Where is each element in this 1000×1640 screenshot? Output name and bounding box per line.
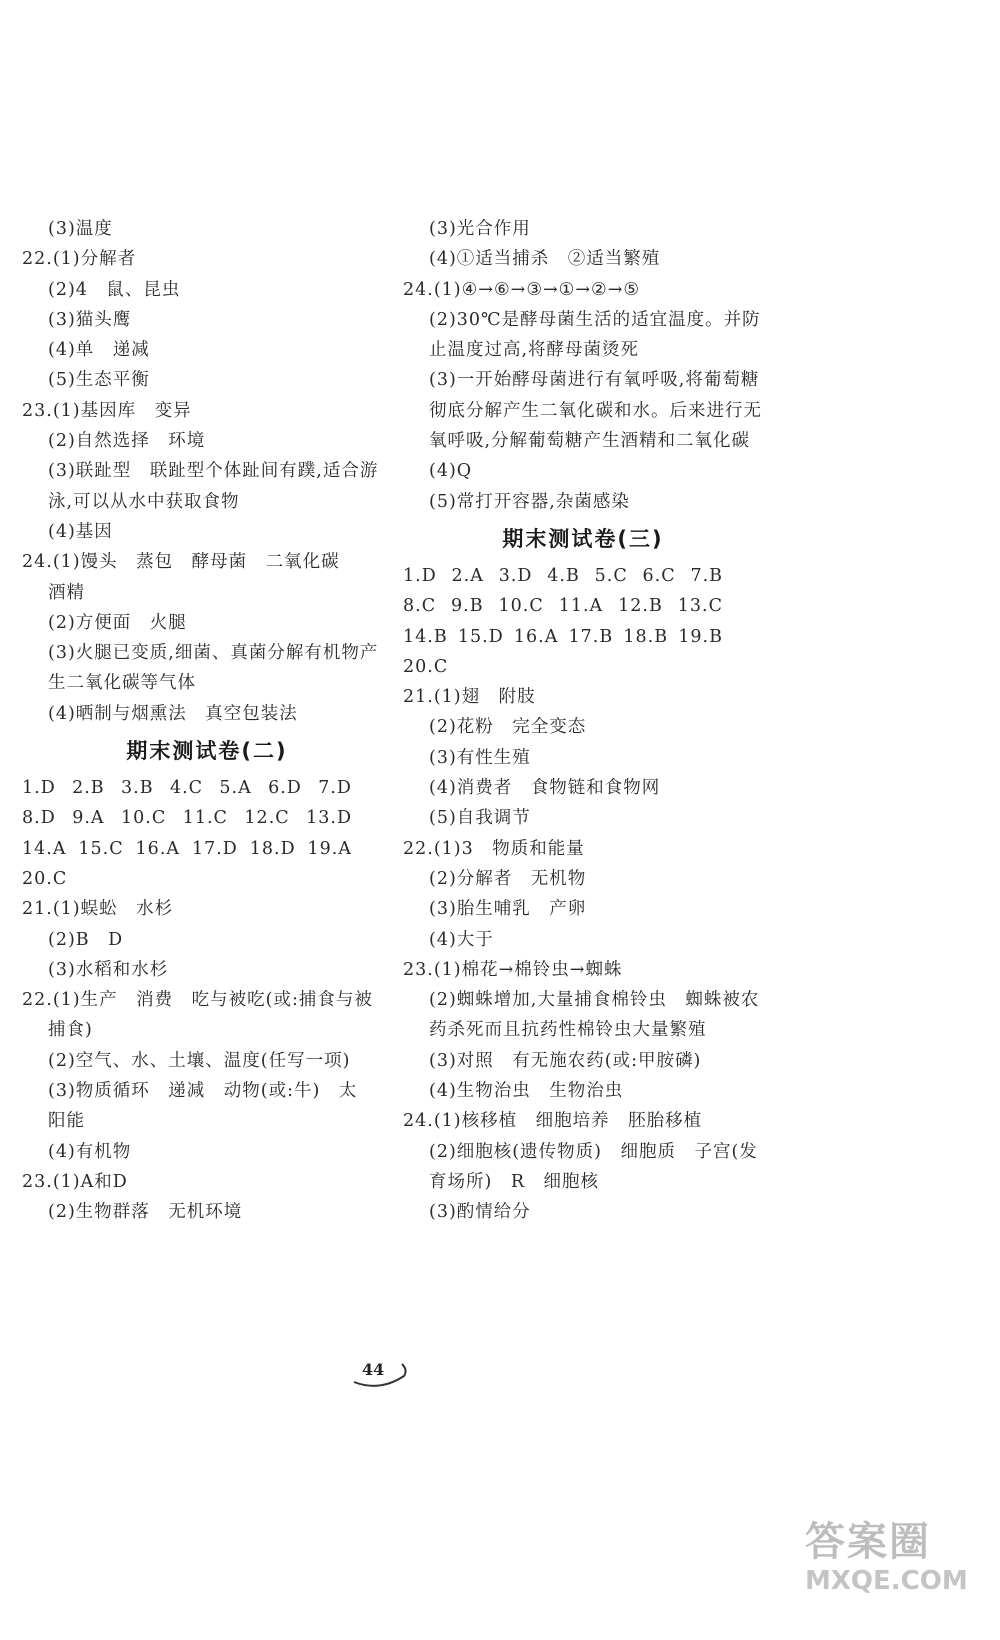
answer-line: (5)自我调节 — [429, 808, 531, 829]
answer-line: (3)火腿已变质,细菌、真菌分解有机物产 — [48, 643, 379, 664]
mc-answer: 6.C — [642, 565, 676, 586]
mc-answer: 13.D — [306, 808, 352, 829]
mc-answer: 16.A — [513, 626, 559, 647]
answer-line: 阳能 — [48, 1111, 85, 1132]
answers-block-3 — [403, 214, 763, 517]
answer-line: 23.(1)棉花→棉铃虫→蜘蛛 — [403, 959, 623, 980]
right-column — [403, 214, 763, 1228]
answer-line: 22.(1)生产 消费 吃与被吃(或:捕食与被 — [22, 990, 373, 1011]
answer-line: (3)对照 有无施农药(或:甲胺磷) — [429, 1050, 702, 1071]
answer-line: (4)大于 — [429, 929, 494, 950]
mc-answer: 3.D — [498, 565, 533, 586]
mc-row — [403, 561, 763, 591]
watermark — [805, 1510, 985, 1630]
mc-answer: 15.D — [457, 626, 504, 647]
answer-line: (3)一开始酵母菌进行有氧呼吸,将葡萄糖 — [429, 370, 760, 391]
mc-answer: 19.A — [307, 838, 352, 859]
mc-answer: 9.B — [451, 596, 484, 617]
answer-line: (3)猫头鹰 — [48, 309, 132, 330]
answers-block-2 — [22, 894, 392, 1227]
answer-line: 23.(1)A和D — [22, 1171, 128, 1192]
answer-line: 捕食) — [48, 1020, 93, 1041]
mc-answer: 3.B — [121, 778, 154, 799]
answer-line: 22.(1)3 物质和能量 — [403, 838, 585, 859]
mc-answer: 10.C — [121, 808, 167, 829]
answer-line: (3)光合作用 — [429, 219, 531, 239]
page-number-text: 44 — [362, 1360, 385, 1379]
mc-answer: 15.C — [78, 838, 124, 859]
answer-line: (3)温度 — [48, 219, 113, 239]
answers-block-4 — [403, 682, 763, 1227]
mc-row — [403, 652, 763, 682]
answer-line: 育场所) R 细胞核 — [429, 1171, 600, 1192]
mc-answer: 20.C — [403, 656, 449, 677]
answer-line: (4)消费者 食物链和食物网 — [429, 778, 661, 799]
mc-answer: 10.C — [498, 596, 544, 617]
answer-line: (2)细胞核(遗传物质) 细胞质 子宫(发 — [429, 1141, 758, 1162]
answer-line: (4)①适当捕杀 ②适当繁殖 — [429, 249, 661, 270]
mc-answer: 8.C — [403, 596, 437, 617]
answer-line: 24.(1)核移植 细胞培养 胚胎移植 — [403, 1111, 703, 1132]
answer-line: (4)Q — [429, 461, 473, 482]
mc-answer: 14.A — [22, 838, 67, 859]
mc-answer: 5.C — [594, 565, 628, 586]
mc-row — [22, 864, 392, 894]
answer-line: (4)基因 — [48, 521, 113, 542]
answers-block-1 — [22, 214, 392, 729]
mc-answer: 17.B — [568, 626, 614, 647]
answer-line: (3)物质循环 递减 动物(或:牛) 太 — [48, 1081, 358, 1102]
answer-line: (2)空气、水、土壤、温度(任写一项) — [48, 1050, 351, 1071]
answer-line: (2)生物群落 无机环境 — [48, 1202, 243, 1223]
answer-line: (4)生物治虫 生物治虫 — [429, 1081, 624, 1102]
mc-answer: 5.A — [219, 778, 252, 799]
answer-line: 药杀死而且抗药性棉铃虫大量繁殖 — [429, 1020, 707, 1041]
mc-answer: 17.D — [191, 838, 238, 859]
answer-line: (2)30℃是酵母菌生活的适宜温度。并防 — [429, 309, 761, 330]
answer-line: 23.(1)基因库 变异 — [22, 400, 192, 421]
mc-answer: 18.B — [623, 626, 669, 647]
answer-line: (4)单 递减 — [48, 340, 150, 361]
mc-answer: 19.B — [678, 626, 723, 647]
answer-line: (3)胎生哺乳 产卵 — [429, 899, 587, 920]
answer-line: 24.(1)馒头 蒸包 酵母菌 二氧化碳 — [22, 552, 340, 573]
answer-line: (2)B D — [48, 929, 124, 950]
mc-answer: 12.C — [244, 808, 290, 829]
mc-answer: 13.C — [677, 596, 723, 617]
mc-answer: 7.D — [318, 778, 352, 799]
answer-line: (2)蜘蛛增加,大量捕食棉铃虫 蜘蛛被农 — [429, 990, 760, 1011]
mc-answer: 4.C — [169, 778, 204, 799]
answer-line: 22.(1)分解者 — [22, 249, 137, 270]
mc-answer: 11.A — [558, 596, 604, 617]
mc-answer: 11.C — [182, 808, 228, 829]
mc-answer: 18.D — [249, 838, 296, 859]
answer-line: (3)有性生殖 — [429, 747, 531, 768]
mc-answer: 4.B — [547, 565, 580, 586]
mc-row — [403, 622, 763, 652]
answer-line: (2)方便面 火腿 — [48, 612, 187, 633]
section-heading-exam-3: 期末测试卷(三) — [502, 526, 664, 551]
mc-answer: 9.A — [72, 808, 105, 829]
answer-line: 21.(1)翅 附肢 — [403, 687, 536, 708]
answer-line: (4)晒制与烟熏法 真空包装法 — [48, 703, 298, 724]
mc-answer: 6.D — [268, 778, 302, 799]
mc-answer: 16.A — [135, 838, 181, 859]
answer-line: (3)水稻和水杉 — [48, 959, 169, 980]
watermark-logo: 答案圈 — [805, 1519, 931, 1565]
answer-line: 24.(1)④→⑥→③→①→②→⑤ — [403, 279, 641, 300]
mc-answer: 8.D — [22, 808, 56, 829]
answer-line: 酒精 — [48, 582, 85, 603]
answer-line: (2)自然选择 环境 — [48, 431, 206, 452]
mc-answer: 7.B — [690, 565, 723, 586]
answer-line: 氧呼吸,分解葡萄糖产生酒精和二氧化碳 — [429, 431, 751, 452]
answer-line: 彻底分解产生二氧化碳和水。后来进行无 — [429, 400, 762, 421]
mc-answer: 20.C — [22, 868, 68, 889]
answer-line: 21.(1)蜈蚣 水杉 — [22, 899, 174, 920]
answer-line: (4)有机物 — [48, 1141, 132, 1162]
section-heading-exam-2: 期末测试卷(二) — [126, 739, 288, 764]
page-number — [352, 1356, 412, 1392]
answer-line: (2)分解者 无机物 — [429, 868, 587, 889]
mc-answer: 2.A — [451, 565, 484, 586]
answer-line: (5)常打开容器,杂菌感染 — [429, 491, 630, 512]
mc-answer: 1.D — [403, 565, 437, 586]
mc-row — [22, 773, 392, 803]
left-column — [22, 214, 392, 1228]
multiple-choice-answers-exam-2 — [22, 773, 392, 894]
mc-row — [403, 591, 763, 621]
mc-answer: 12.B — [618, 596, 663, 617]
mc-answer: 14.B — [403, 626, 448, 647]
answer-line: (2)花粉 完全变态 — [429, 717, 587, 738]
answer-line: (2)4 鼠、昆虫 — [48, 279, 181, 300]
answer-line: (5)生态平衡 — [48, 370, 150, 391]
mc-row — [22, 834, 392, 864]
answer-line: (3)酌情给分 — [429, 1202, 531, 1223]
mc-row — [22, 803, 392, 833]
mc-answer: 2.B — [72, 778, 105, 799]
mc-answer: 1.D — [22, 778, 56, 799]
answer-line: 泳,可以从水中获取食物 — [48, 491, 240, 512]
answer-line: 生二氧化碳等气体 — [48, 673, 196, 694]
watermark-url: MXQE.COM — [805, 1566, 968, 1596]
answer-line: 止温度过高,将酵母菌烫死 — [429, 340, 640, 361]
answer-line: (3)联趾型 联趾型个体趾间有蹼,适合游 — [48, 461, 379, 482]
multiple-choice-answers-exam-3 — [403, 561, 763, 682]
